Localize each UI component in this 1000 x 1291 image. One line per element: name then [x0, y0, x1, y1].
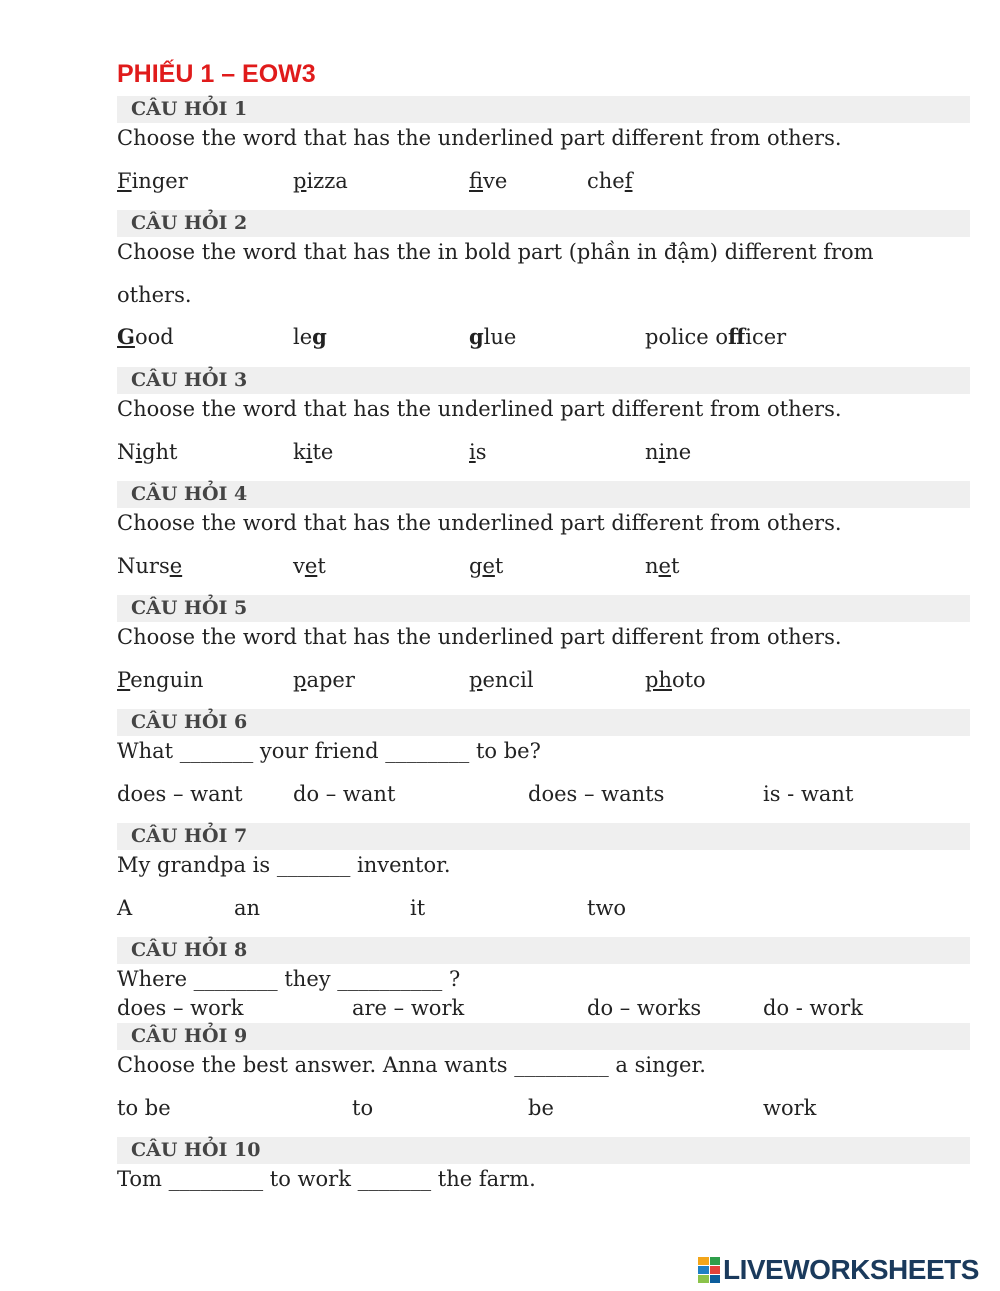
option-rest: t: [494, 554, 504, 578]
q9-option-a[interactable]: to be: [117, 1096, 171, 1120]
logo-square: [698, 1275, 709, 1283]
question-10-text: Tom _________ to work _______ the farm.: [117, 1167, 536, 1191]
q9-option-d[interactable]: work: [763, 1096, 817, 1120]
q4-option-c[interactable]: [469, 552, 503, 580]
option-prefix: g: [469, 554, 483, 578]
q8-option-d[interactable]: do - work: [763, 996, 863, 1020]
option-prefix: N: [117, 440, 136, 464]
logo-square: [710, 1266, 721, 1274]
logo-square: [698, 1266, 709, 1274]
worksheet-title: PHIẾU 1 – EOW3: [117, 60, 316, 88]
option-prefix: Nurs: [117, 554, 170, 578]
option-rest: oto: [671, 668, 706, 692]
question-6-text: What _______ your friend ________ to be?: [117, 739, 541, 763]
question-9-heading: CÂU HỎI 9: [117, 1023, 970, 1050]
option-prefix: v: [293, 554, 305, 578]
question-7-text: My grandpa is _______ inventor.: [117, 853, 451, 877]
question-9-text: Choose the best answer. Anna wants _________ a singer.: [117, 1053, 706, 1077]
option-rest: s: [475, 440, 487, 464]
option-rest: t: [670, 554, 680, 578]
bold-part: ff: [728, 324, 746, 349]
logo-text: LIVEWORKSHEETS: [723, 1254, 979, 1285]
q7-option-d[interactable]: two: [587, 896, 627, 920]
option-rest: t: [317, 554, 326, 578]
question-5-heading: CÂU HỎI 5: [117, 595, 970, 622]
underlined-part: p: [293, 169, 307, 193]
question-4-text: Choose the word that has the underlined part different from others.: [117, 511, 842, 535]
question-10-heading: CÂU HỎI 10: [117, 1137, 970, 1164]
q1-option-c[interactable]: [469, 167, 507, 195]
option-rest: ght: [142, 440, 178, 464]
q5-option-a[interactable]: [117, 666, 203, 694]
option-rest: ive: [483, 169, 508, 193]
question-3-heading: CÂU HỎI 3: [117, 367, 970, 394]
option-rest: enguin: [130, 668, 204, 692]
logo-square: [698, 1257, 709, 1265]
question-2-text-line1: Choose the word that has the in bold part (phần in đậm) different from: [117, 240, 874, 264]
question-1-text: Choose the word that has the underlined part different from others.: [117, 126, 842, 150]
q2-option-b[interactable]: [293, 323, 327, 351]
q6-option-d[interactable]: is - want: [763, 782, 854, 806]
q5-option-b[interactable]: [293, 666, 355, 694]
option-rest: te: [312, 440, 334, 464]
q1-option-b[interactable]: [293, 167, 348, 195]
underlined-part: p: [293, 668, 307, 692]
logo-square: [710, 1257, 721, 1265]
q9-option-b[interactable]: to: [352, 1096, 374, 1120]
question-7-heading: CÂU HỎI 7: [117, 823, 970, 850]
question-2-heading: CÂU HỎI 2: [117, 210, 970, 237]
underlined-part: e: [304, 554, 318, 578]
option-rest: encil: [482, 668, 534, 692]
q8-option-a[interactable]: does – work: [117, 996, 244, 1020]
option-prefix: che: [587, 169, 625, 193]
option-prefix: k: [293, 440, 306, 464]
q8-option-b[interactable]: are – work: [352, 996, 465, 1020]
option-rest: ood: [134, 325, 174, 349]
option-prefix: police o: [645, 325, 729, 349]
underlined-part: P: [117, 668, 131, 692]
underlined-part: f: [624, 169, 633, 193]
option-prefix: n: [645, 440, 659, 464]
q2-option-d[interactable]: [645, 323, 786, 351]
bold-part: G: [117, 324, 135, 349]
question-8-heading: CÂU HỎI 8: [117, 937, 970, 964]
option-prefix: le: [293, 325, 313, 349]
q4-option-b[interactable]: [293, 552, 326, 580]
underlined-part: ph: [645, 668, 672, 692]
underlined-part: i: [658, 440, 666, 464]
underlined-part: i: [469, 440, 476, 464]
option-rest: ne: [665, 440, 692, 464]
question-6-heading: CÂU HỎI 6: [117, 709, 970, 736]
q6-option-c[interactable]: does – wants: [528, 782, 665, 806]
q3-option-b[interactable]: [293, 438, 333, 466]
logo-square: [710, 1275, 721, 1283]
option-rest: lue: [483, 325, 517, 349]
q6-option-a[interactable]: does – want: [117, 782, 243, 806]
q3-option-d[interactable]: [645, 438, 691, 466]
q8-option-c[interactable]: do – works: [587, 996, 702, 1020]
underlined-part: F: [117, 169, 132, 193]
q4-option-d[interactable]: [645, 552, 679, 580]
underlined-part: f: [469, 169, 484, 193]
option-prefix: n: [645, 554, 659, 578]
question-3-text: Choose the word that has the underlined part different from others.: [117, 397, 842, 421]
bold-part: g: [469, 324, 484, 349]
question-4-heading: CÂU HỎI 4: [117, 481, 970, 508]
q1-option-d[interactable]: [587, 167, 633, 195]
question-1-heading: CÂU HỎI 1: [117, 96, 970, 123]
liveworksheets-logo-icon: [698, 1257, 720, 1283]
q7-option-c[interactable]: it: [410, 896, 426, 920]
question-2-text-line2: others.: [117, 283, 192, 307]
q1-option-a[interactable]: [117, 167, 188, 195]
q7-option-a[interactable]: A: [117, 896, 133, 920]
question-8-text: Where ________ they __________ ?: [117, 967, 461, 991]
underlined-part: i: [305, 440, 313, 464]
question-5-text: Choose the word that has the underlined part different from others.: [117, 625, 842, 649]
q7-option-b[interactable]: an: [234, 896, 261, 920]
q4-option-a[interactable]: [117, 552, 182, 580]
underlined-part: e: [658, 554, 671, 578]
q6-option-b[interactable]: do – want: [293, 782, 396, 806]
q5-option-d[interactable]: [645, 666, 706, 694]
q3-option-c[interactable]: [469, 438, 487, 466]
q2-option-a[interactable]: [117, 323, 174, 351]
option-rest: aper: [306, 668, 355, 692]
bold-part: g: [312, 324, 327, 349]
option-rest: icer: [745, 325, 787, 349]
underlined-part: e: [169, 554, 183, 578]
option-rest: izza: [306, 169, 348, 193]
underlined-part: p: [469, 668, 483, 692]
q2-option-c[interactable]: [469, 323, 516, 351]
option-rest: inger: [131, 169, 188, 193]
underlined-part: e: [482, 554, 495, 578]
q9-option-c[interactable]: be: [528, 1096, 554, 1120]
liveworksheets-logo: [698, 1254, 979, 1286]
underlined-part: i: [135, 440, 143, 464]
q5-option-c[interactable]: [469, 666, 534, 694]
q3-option-a[interactable]: [117, 438, 178, 466]
